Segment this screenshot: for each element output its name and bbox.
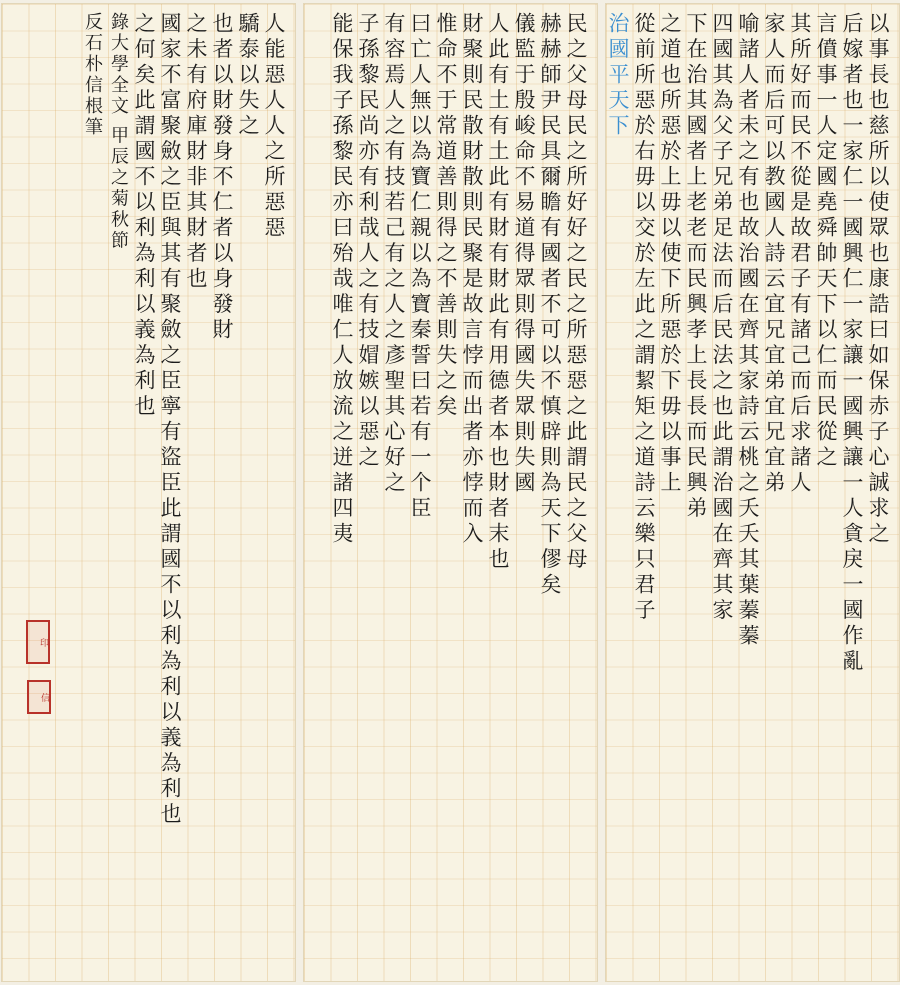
text-column: 惟命不于常道善則得之不善則失之矣 [434, 12, 458, 420]
red-seal-stamp: 印 [26, 620, 50, 664]
scroll-panel-middle [304, 4, 597, 981]
text-column: 下在治其國者上老老而民興孝上長長而民興弟 [684, 12, 708, 522]
text-columns [10, 12, 285, 973]
text-column: 儀監于殷峻命不易道得眾則得國失眾則失國 [512, 12, 536, 497]
text-column: 從前所惡於右毋以交於左此之謂絜矩之道詩云樂只君子 [632, 12, 656, 624]
text-column: 財聚則民散財散則民聚是故言悖而出者亦悖而入 [460, 12, 484, 548]
red-seal-stamp: 信 [27, 680, 51, 714]
text-columns [606, 12, 890, 973]
text-column: 子孫黎民尚亦有利哉人之有技媢嫉以惡之 [356, 12, 380, 471]
signature-column: 反石朴信根筆 [82, 12, 103, 138]
text-column: 后嫁者也一家仁一國興仁一家讓一國興讓一人貪戾一國作亂 [840, 12, 864, 675]
text-column: 人此有土有土此有財有財此有用德者本也財者末也 [486, 12, 510, 573]
text-column: 赫赫師尹民具爾瞻有國者不可以不慎辟則為天下僇矣 [538, 12, 562, 599]
text-column: 有容焉人之有技若己有之人之彥聖其心好之 [382, 12, 406, 497]
text-columns [312, 12, 587, 973]
text-column: 四國其為父子兄弟足法而后民法之也此謂治國在齊其家 [710, 12, 734, 624]
text-column: 之何矣此謂國不以利為利以義為利也 [132, 12, 156, 420]
text-column: 國家不富聚斂之臣與其有聚斂之臣寧有盜臣此謂國不以利為利以義為利也 [158, 12, 182, 828]
scroll-panel-left [2, 4, 295, 981]
text-column: 家人而后可以教國人詩云宜兄宜弟宜兄宜弟 [762, 12, 786, 497]
text-column: 民之父母民之所好好之民之所惡惡之此謂民之父母 [564, 12, 588, 573]
text-column: 以事長也慈所以使眾也康誥曰如保赤子心誠求之 [866, 12, 890, 548]
text-column: 曰亡人無以為寶仁親以為寶秦誓曰若有一个臣 [408, 12, 432, 522]
text-column: 之道也所惡於上毋以使下所惡於下毋以事上 [658, 12, 682, 497]
text-column: 言僨事一人定國堯舜帥天下以仁而民從之 [814, 12, 838, 471]
text-column: 其所好而民不從是故君子有諸己而后求諸人 [788, 12, 812, 497]
text-column: 之未有府庫財非其財者也 [184, 12, 208, 293]
text-column: 能保我子孫黎民亦曰殆哉唯仁人放流之迸諸四夷 [330, 12, 354, 548]
text-column: 也者以財發身不仁者以身發財 [210, 12, 234, 344]
text-column: 人能惡人人之所惡惡 [262, 12, 286, 242]
scroll-panel-right [606, 4, 899, 981]
highlight-column [607, 12, 629, 973]
inscription-column: 錄大學全文 甲辰之菊秋節 [108, 12, 129, 252]
text-column: 喻諸人者未之有也故治國在齊其家詩云桃之夭夭其葉蓁蓁 [736, 12, 760, 650]
highlighted-title: 治國平天下 [606, 12, 630, 140]
text-column: 驕泰以失之 [236, 12, 260, 140]
